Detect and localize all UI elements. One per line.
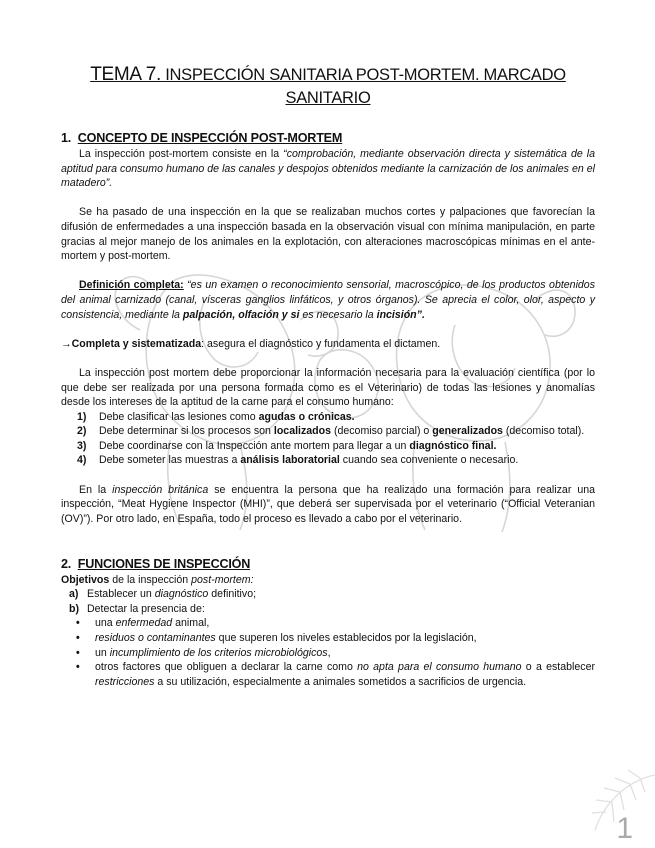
bullet-icon: •	[76, 632, 80, 644]
section-1-number: 1.	[61, 131, 72, 145]
list-item: • una enfermedad animal,	[76, 617, 210, 630]
paragraph-history: Se ha pasado de una inspección en la que se realizaban muchos cortes y palpaciones que favorecían la difusión de enfermedades a una inspección basada en la observación visual con mínima manipulación, en parte gracias al mejor manejo de los animales en la explotación, con alteraciones macroscópicas mínimas en el ante-mortem y post-mortem.	[61, 206, 595, 263]
list-item: • un incumplimiento de los criterios microbiológicos,	[76, 646, 331, 659]
list-item: b) Detectar la presencia de:	[69, 602, 205, 615]
list-item: • residuos o contaminantes que superen los niveles establecidos por la legislación,	[76, 632, 477, 644]
document-body	[61, 63, 595, 689]
bullet-icon: •	[76, 646, 80, 659]
requirements-list	[61, 410, 595, 468]
paragraph-full-definition: Definición completa: “es un examen o reconocimiento sensorial, macroscópico, de los productos obtenidos del animal carnizado (canal, vísceras ganglios linfáticos, y otros órganos). Se aprecia el color, olor, aspecto y consistencia, mediante la palpación, olfación y si es necesario la incisión”.	[61, 279, 595, 321]
page-title	[61, 63, 595, 110]
section-2-heading	[61, 556, 595, 573]
bullet-icon: •	[76, 617, 80, 630]
list-item: 3) Debe coordinarse con la Inspección ante mortem para llegar a un diagnóstico final.	[77, 439, 497, 452]
page-number: 1	[616, 812, 633, 845]
paragraph-british-inspection: En la inspección británica se encuentra la persona que ha realizado una formación para realizar una inspección, “Meat Hygiene Inspector (MHI)”, que deberá ser supervisada por el veterinario (“Official Veteranian (OV)”). Por otro lado, en España, todo el proceso es llevado a cabo por el veterinario.	[61, 483, 596, 525]
paragraph-definition: La inspección post-mortem consiste en la “comprobación, mediante observación directa y sistemática de la aptitud para consumo humano de las canales y despojos obtenidos mediante la carnización de los animales en el matadero”.	[61, 148, 595, 190]
list-item: • otros factores que obliguen a declarar la carne como no apta para el consumo humano o a establecer restricciones a su utilización, especialmente a animales sometidos a sacrificios de urgencia.	[76, 661, 595, 688]
bullet-icon: •	[76, 661, 80, 674]
arrow-right-icon: →	[61, 337, 72, 350]
section-1-heading	[61, 130, 595, 147]
list-item: a) Establecer un diagnóstico definitivo;	[69, 588, 257, 601]
title-text: INSPECCIÓN SANITARIA POST-MORTEM. MARCADO SANITARIO	[160, 66, 566, 107]
objectives-line: Objetivos de la inspección post-mortem:	[61, 573, 254, 586]
full-definition-label: Definición completa:	[79, 279, 184, 292]
paragraph-postmortem-info: La inspección post mortem debe proporcionar la información necesaria para la evaluación científica (por lo que debe ser realizada por una persona formada como es el Veterinario) de todas las lesiones y anomalías desde los intereses de la aptitud de la carne para el consumo humano:	[61, 366, 595, 409]
list-item: 1) Debe clasificar las lesiones como agudas o crónicas.	[77, 410, 355, 423]
list-item: 4) Debe someter las muestras a análisis laboratorial cuando sea conveniente o necesario.	[77, 454, 519, 467]
detection-list	[61, 616, 595, 689]
list-item: 2) Debe determinar si los procesos son localizados (decomiso parcial) o generalizados (decomiso total).	[77, 425, 585, 438]
objectives-list	[61, 587, 595, 616]
title-prefix: TEMA 7.	[90, 64, 161, 85]
paragraph-complete: →Completa y sistematizada: asegura el diagnóstico y fundamenta el dictamen.	[61, 337, 441, 350]
section-2-title: FUNCIONES DE INSPECCIÓN	[77, 556, 251, 571]
section-2-number: 2.	[61, 556, 72, 571]
section-1-title: CONCEPTO DE INSPECCIÓN POST-MORTEM	[77, 131, 343, 145]
